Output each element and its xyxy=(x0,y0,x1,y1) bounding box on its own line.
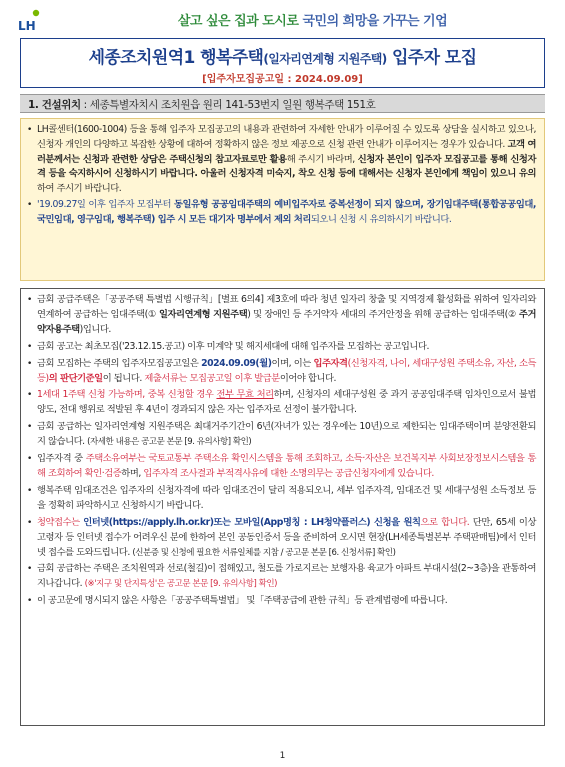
item-text: 하며, 신청자의 세대구성원 중 과거 공공임대주택 임차인으로서 불법양도, 전대 행위로 적발된 후 4년이 경과되지 않은 자는 입주자로 선정이 불가합니다. xyxy=(37,389,536,416)
slogan-part1: 살고 싶은 집과 도시로 xyxy=(177,14,303,29)
notice-text: 해 주시기 바라며, xyxy=(286,153,358,165)
item-text: 금회 공고는 최초모집('23.12.15.공고) 이후 미계약 및 해지세대에 대해 입주자를 모집하는 공고입니다. xyxy=(37,340,429,352)
item-red: 1세대 1주택 신청 가능하며, 중복 신청할 경우 xyxy=(37,389,217,401)
notice-item xyxy=(27,123,536,197)
item-text: 단만, 65세 이상 고령자 등 인터넷 접수가 어려우신 분에 한하여 본인 공동인증서 등을 준비하여 오시면 현장(LH세종특별본부 주택판매팀)에서 인터넷 접수를 도와드립니다. xyxy=(37,516,536,558)
item-bold: 일자리연계형 지원주택 xyxy=(156,308,248,320)
bullet-icon: • xyxy=(27,125,32,135)
title-paren: (일자리연계형 지원주택) xyxy=(263,52,387,66)
notice-text: 되오니 신청 시 유의하시기 바랍니다. xyxy=(310,213,452,225)
item-red: (신청자격, 나이, 세대구성원 주택소유, 자산, 소득 등) xyxy=(37,357,537,384)
item-red: 주택소유여부는 국토교통부 주택소유 확인시스템을 통해 조회하고, 소득·자산은 보건복지부 사회보장정보시스템을 통해 조회하여 확인·검증 xyxy=(37,453,536,479)
item-text: 금회 공급주택은「공공주택 특별법 시행규칙」[별표 6의4] 제3호에 따라 청년 일자리 창출 및 지역경제 활성화를 위하여 일자리와 연계하여 공급하는 임대주택( xyxy=(37,294,536,320)
item-bold: 의 판단기준일 xyxy=(48,372,103,384)
location-value: 세종특별자치시 조치원읍 원리 141-53번지 일원 행복주택 151호 xyxy=(89,99,376,111)
item-bold: 주거약자용주택 xyxy=(37,308,536,335)
item-red: 으로 합니다. xyxy=(420,516,470,528)
item-bold: 입주자격 xyxy=(313,357,348,369)
list-item xyxy=(27,420,536,450)
item-text: 이어야 합니다. xyxy=(279,372,337,384)
item-red-underline: 전부 무효 처리 xyxy=(216,389,274,401)
notice-bold: 고객 여러분께서는 신청과 관련한 상담은 주택신청의 참고자료로만 활용 xyxy=(37,138,536,165)
item-text: 이 됩니다. xyxy=(102,372,145,384)
title-main-text: 세종조치원역1 행복주택 xyxy=(88,48,264,68)
bullet-icon: • xyxy=(27,564,32,575)
list-item xyxy=(27,516,536,561)
item-note: (자세한 내용은 공고문 본문 [9. 유의사항] 확인) xyxy=(87,437,252,448)
list-item xyxy=(27,357,536,387)
page-title xyxy=(21,43,544,68)
notice-text: LH콜센터(1600-1004) 등을 통해 입주자 모집공고의 내용과 관련하여 자세한 안내가 이루어질 수 있도록 상담을 실시하고 있으나, 신청자 개인의 다양하고 복잡한 상황에 대하여 정확하지 않은 정보 제공으로 신청 관련 안내가 이루어지는 경우가 있습니다. xyxy=(37,124,536,150)
item-text: 금회 공급하는 일자리연계형 지원주택은 최대거주기간이 6년(자녀가 있는 경우에는 10년)으로 제한되는 임대주택이며 분양전환되지 않습니다. xyxy=(37,421,536,448)
item-text: 하며, xyxy=(121,467,144,479)
item-text: 입주자격 중 xyxy=(37,453,86,465)
location-bar xyxy=(20,94,545,113)
slogan xyxy=(0,10,565,29)
list-item xyxy=(27,293,536,338)
bullet-icon: • xyxy=(27,422,32,433)
notice-text: 하여 주시기 바랍니다. xyxy=(37,183,122,195)
notice-box xyxy=(20,118,545,281)
bullet-icon: • xyxy=(27,596,32,607)
notice-text: '19.09.27일 이후 입주자 모집부터 xyxy=(37,198,174,210)
list-item xyxy=(27,388,536,418)
item-bold: 2024.09.09(월) xyxy=(201,357,272,369)
location-label: 1. 건설위치 xyxy=(28,99,81,111)
list-item xyxy=(27,452,536,482)
item-text: 금회 모집하는 주택의 입주자모집공고일은 xyxy=(37,357,202,369)
notice-bold: 동일유형 공공임대주택의 예비입주자로 중복선정이 되지 않으며, 장기임대주택(통합공공임대, 국민임대, 영구임대, 행복주택) 입주 시 모든 대기자 명부에서 제외 처리 xyxy=(37,198,536,225)
item-bold: 인터넷(https://apply.lh.or.kr)또는 모바일(App명칭 : LH청약플러스) 신청을 원칙 xyxy=(83,516,421,528)
item-text: 금회 공급하는 주택은 조치원역과 선로(철길)이 접해있고, 철도를 가로지르는 보행자용 육교가 아파트 부대시설(2~3층)을 관통하여 지나갑니다. xyxy=(37,563,536,590)
slogan-part2: 국민의 희망을 가꾸는 기업 xyxy=(302,14,448,29)
list-item xyxy=(27,340,536,355)
item-red: 입주자격 조사결과 부적격사유에 대한 소명의무는 공급신청자에게 xyxy=(143,467,395,479)
item-red: (※'지구 및 단지특성'은 공고문 본문 [9. 유의사항] 확인) xyxy=(84,579,278,590)
main-notice-box xyxy=(20,288,545,726)
title-box xyxy=(20,38,545,88)
bullet-icon: • xyxy=(27,390,32,401)
item-text: ) 및 장애인 등 주거약자 세대의 주거안정을 위해 공급하는 임대주택( xyxy=(247,308,508,320)
circled-number: ① xyxy=(147,308,157,320)
bullet-icon: • xyxy=(27,295,32,305)
item-red: 제출서류는 모집공고일 이후 발급분 xyxy=(144,372,280,384)
list-item xyxy=(27,594,536,609)
notice-bold: 신청자 본인이 입주자 모집공고를 통해 신청자격 등을 숙지하시어 신청하시기 바랍니다. 아울러 신청자격 미숙지, 착오 신청 등에 대해서는 신청자 본인에게 책임이 있으니 유의 xyxy=(37,153,536,180)
svg-text:LH: LH xyxy=(18,19,36,33)
bullet-icon: • xyxy=(27,485,32,496)
item-note: (신분증 및 신청에 필요한 서류일체를 지참 / 공고문 본문 [6. 신청서류] 확인) xyxy=(132,547,396,558)
item-text: 이 공고문에 명시되지 않은 사항은「공공주택특별법」 및「주택공급에 관한 규칙」등 관계법령에 따릅니다. xyxy=(37,595,448,607)
item-text: )입니다. xyxy=(79,323,111,335)
bullet-icon: • xyxy=(27,199,32,210)
bullet-icon: • xyxy=(27,517,32,528)
item-red: 있습니다. xyxy=(394,467,434,479)
page-number: 1 xyxy=(279,751,286,761)
notice-item xyxy=(27,198,536,228)
bullet-icon: • xyxy=(27,454,32,465)
circled-number: ② xyxy=(507,308,516,320)
title-suffix: 입주자 모집 xyxy=(386,48,477,68)
notice-date: [입주자모집공고일 : 2024.09.09] xyxy=(202,74,363,85)
item-red: 청약접수는 xyxy=(37,516,84,528)
list-item xyxy=(27,484,536,514)
bullet-icon: • xyxy=(27,341,32,352)
location-sep: : xyxy=(80,99,90,111)
bullet-icon: • xyxy=(27,358,32,369)
list-item xyxy=(27,562,536,592)
item-text: 행복주택 임대조건은 입주자의 신청자격에 따라 임대조건이 달리 적용되오니, 세부 입주자격, 임대조건 및 세대구성원 소득정보 등을 정확히 파악하시고 신청하시기 바랍니다. xyxy=(37,484,536,511)
item-text: 이며, 이는 xyxy=(271,357,314,369)
